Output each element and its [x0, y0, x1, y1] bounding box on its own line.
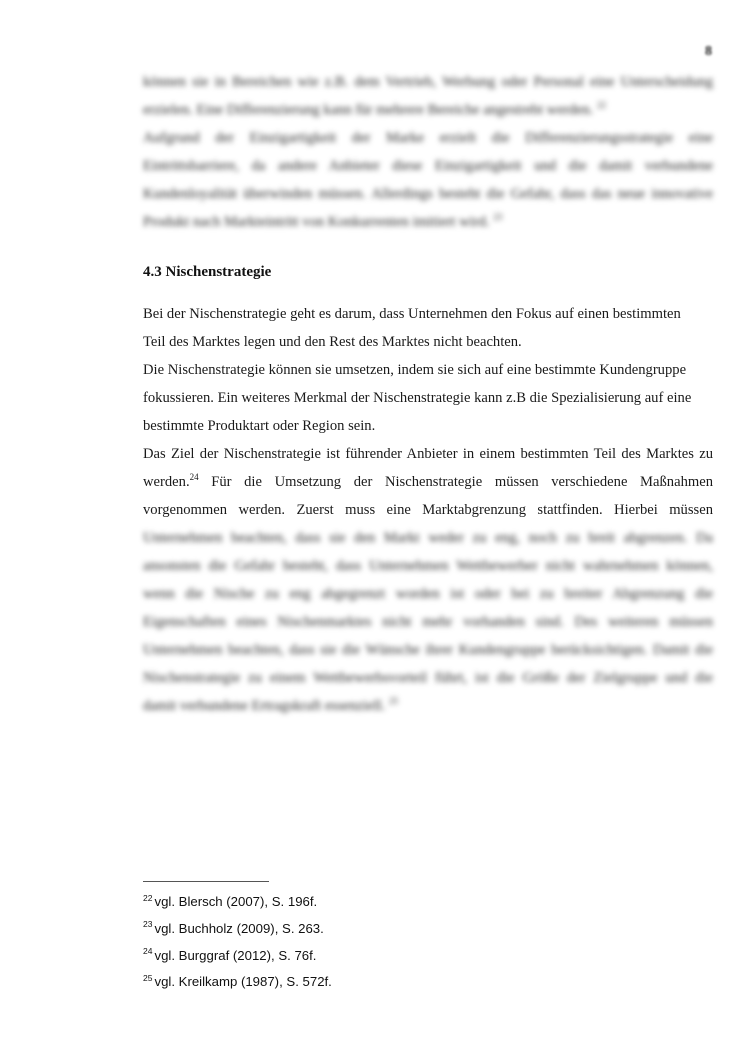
- text-line: Die Nischenstrategie können sie umsetzen, indem sie sich auf eine bestimmte Kundengruppe: [143, 362, 687, 378]
- footnote-number: 25: [143, 973, 153, 983]
- text-line: Unternehmen beachten, dass sie die Wünsche ihrer Kundengruppe berücksichtigen. Damit die: [143, 642, 713, 658]
- text-line: bestimmte Produktart oder Region sein.: [143, 418, 376, 434]
- text-line: Bei der Nischenstrategie geht es darum, dass Unternehmen den Fokus auf einen bestimmten: [143, 306, 681, 322]
- text-line: wenn die Nische zu eng abgegrenzt worden ist oder bei zu breiter Abgrenzung die: [143, 586, 713, 602]
- footnote-number: 24: [143, 946, 153, 957]
- footnote-text: vgl. Blersch (2007), S. 196f.: [154, 894, 318, 909]
- footnote-item: [143, 916, 332, 943]
- text-line: fokussieren. Ein weiteres Merkmal der Nischenstrategie kann z.B die Spezialisierung auf eine: [143, 390, 692, 406]
- text-line: Eintrittsbarriere, da andere Anbieter diese Einzigartigkeit und die damit verbundene: [143, 158, 713, 174]
- text-line: damit verbundene Ertragskraft essenziell. $^{25}$: [143, 696, 398, 714]
- footnote-list: [143, 889, 332, 996]
- footnote-number: 23: [143, 919, 153, 930]
- text-line: Aufgrund der Einzigartigkeit der Marke erzielt die Differenzierungsstrategie eine: [143, 130, 713, 146]
- text-line: können sie in Bereichen wie z.B. dem Vertrieb, Werbung oder Personal eine Unterscheidung: [143, 74, 713, 90]
- blurred-paragraph-bottom: [143, 524, 713, 720]
- section-heading: 4.3 Nischenstrategie: [143, 264, 272, 280]
- text-line: Teil des Marktes legen und den Rest des Marktes nicht beachten.: [143, 334, 522, 350]
- text-line: ansonsten die Gefahr besteht, dass Unternehmen Wettbewerber nicht wahrnehmen können,: [143, 558, 713, 574]
- footnote-separator: [143, 881, 269, 882]
- text-line: erzielen. Eine Differenzierung kann für mehrere Bereiche angestrebt werden. $^{22}$: [143, 100, 606, 118]
- text-line: Eigenschaften eines Nischenmarktes nicht mehr vorhanden sind. Des weiteren müssen: [143, 614, 713, 630]
- footnote-item: [143, 889, 332, 916]
- footnote-text: vgl. Kreilkamp (1987), S. 572f.: [154, 974, 332, 990]
- paragraph-goal: [143, 440, 713, 524]
- footnote-mark: 25: [388, 696, 398, 707]
- text-line: Nischenstrategie zu einem Wettbewerbsvorteil führt, ist die Größe der Zielgruppe und die: [143, 670, 713, 686]
- blurred-paragraph-top: [143, 68, 713, 236]
- footnote-mark: 22: [596, 100, 606, 111]
- footnote-number: 22: [143, 892, 153, 903]
- text-line: vorgenommen werden. Zuerst muss eine Marktabgrenzung stattfinden. Hierbei müssen: [143, 502, 713, 518]
- text-line: werden.$^{24}$ Für die Umsetzung der Nischenstrategie müssen verschiedene Maßnahmen: [143, 472, 713, 490]
- footnote-item: [143, 943, 332, 970]
- text-line: Produkt nach Markteintritt von Konkurrenten imitiert wird. $^{23}$: [143, 212, 503, 230]
- page-number: 8: [705, 44, 712, 59]
- footnote-text: vgl. Burggraf (2012), S. 76f.: [154, 947, 317, 963]
- text-line: Das Ziel der Nischenstrategie ist führender Anbieter in einem bestimmten Teil des Marktes zu: [143, 446, 713, 462]
- footnote-text: vgl. Buchholz (2009), S. 263.: [154, 920, 324, 936]
- paragraph-intro: [143, 300, 713, 356]
- footnote-item: [143, 969, 332, 996]
- footnote-mark: 23: [493, 212, 503, 223]
- text-line: Kundenloyalität überwinden müssen. Allerdings besteht die Gefahr, dass das neue innovative: [143, 186, 713, 202]
- text-line: Unternehmen beachten, dass sie den Markt weder zu eng, noch zu breit abgrenzen. Da: [143, 530, 713, 546]
- footnote-mark: 24: [189, 472, 199, 483]
- paragraph-implementation: [143, 356, 713, 440]
